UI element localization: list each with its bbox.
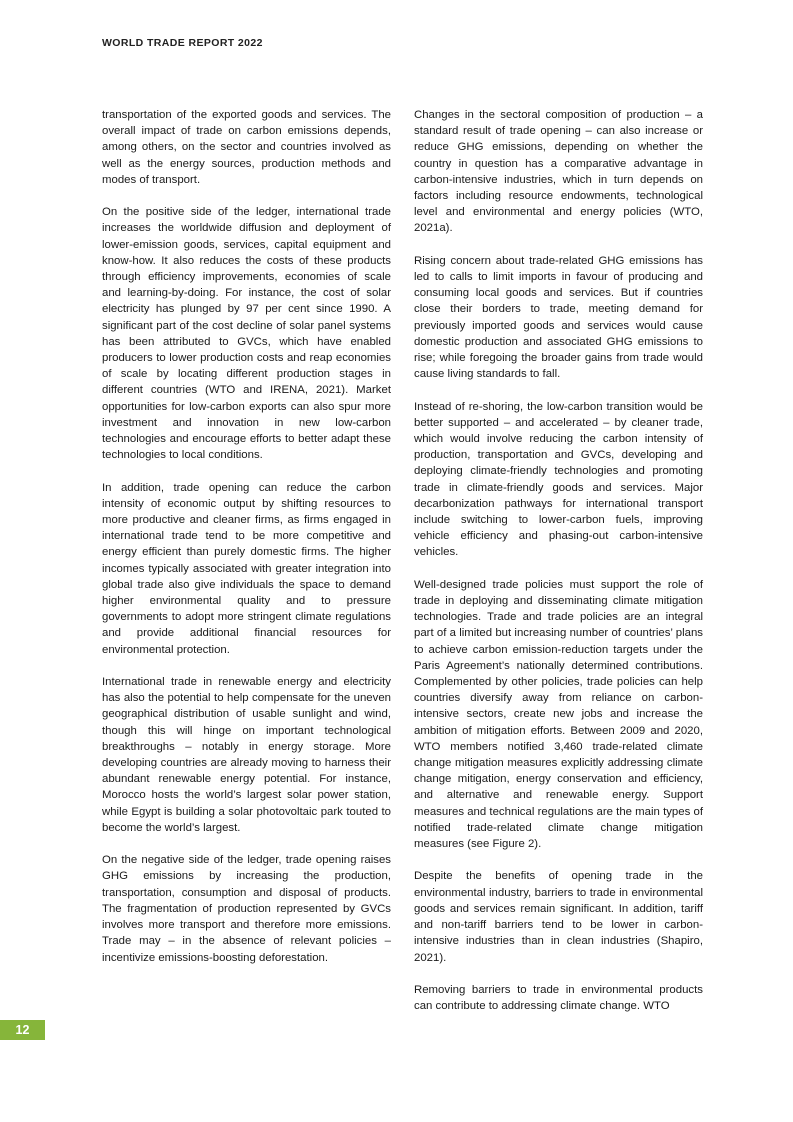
paragraph: Instead of re-shoring, the low-carbon transition would be better supported – and accelerated – by cleaner trade, which would involve reducing the carbon intensity of production, transportation and GVCs, developing and deploying climate-friendly technologies and promoting trade in climate-friendly goods and services. Major decarbonization pathways for international transport include switching to lower-carbon fuels, improving vehicle efficiency and phasing-out carbon-intensive vehicles.	[414, 400, 703, 559]
paragraph: On the negative side of the ledger, trade opening raises GHG emissions by increasing the production, transportation, consumption and disposal of products. The fragmentation of production represented by GVCs involves more transport and therefore more emissions. Trade may – in the absence of relevant policies – incentivize emissions-boosting deforestation.	[102, 854, 391, 964]
paragraph: transportation of the exported goods and services. The overall impact of trade on carbon emissions depends, among others, on the sector and countries involved as well as the energy sources, production methods and modes of transport.	[102, 109, 391, 186]
paragraph: Rising concern about trade-related GHG emissions has led to calls to limit imports in favour of producing and consuming local goods and services. But if countries close their borders to trade, meeting demand for previously imported goods and services would cause domestic production and associated GHG emissions to rise; while foregoing the broader gains from trade would cause living standards to fall.	[414, 254, 703, 381]
paragraph: Changes in the sectoral composition of production – a standard result of trade opening – can also increase or reduce GHG emissions, depending on whether the country in question has a comparative advantage in carbon-intensive industries, which in turn depends on factors including resource endowments, technological level and environmental and energy policies (WTO, 2021a).	[414, 109, 703, 235]
page-number-tab	[0, 1020, 45, 1040]
paragraph: On the positive side of the ledger, international trade increases the worldwide diffusion and deployment of lower-emission goods, services, capital equipment and know-how. It also reduces the costs of these products through efficiency improvements, economies of scale and learning-by-doing. For instance, the cost of solar electricity has plunged by 97 per cent since 1990. A significant part of the cost decline of solar panel systems has been attributed to GVCs, which have enabled producers to lower production costs and reap economies of scale by locating different production stages in different countries (WTO and IRENA, 2021). Market opportunities for low-carbon exports can also spur more investment and innovation in new low-carbon technologies and encourage efforts to better adapt these technologies to local conditions.	[102, 206, 391, 462]
paragraph: International trade in renewable energy and electricity has also the potential to help compensate for the uneven geographical distribution of usable sunlight and wind, though this will hinge on important technological breakthroughs – notably in energy storage. More developing countries are already moving to harness their abundant renewable energy potential. For instance, Morocco hosts the world’s largest solar power station, while Egypt is building a solar photovoltaic park touted to become the world’s largest.	[102, 676, 391, 834]
paragraph: Despite the benefits of opening trade in the environmental industry, barriers to trade in environmental goods and services remain significant. In addition, tariff and non-tariff barriers tend to be lower in carbon-intensive industries than in clean industries (Shapiro, 2021).	[414, 870, 703, 964]
paragraph: Removing barriers to trade in environmental products can contribute to addressing climate change. WTO	[414, 983, 703, 1013]
paragraph: Well-designed trade policies must support the role of trade in deploying and disseminating climate mitigation technologies. Trade and trade policies are an integral part of a limited but increasing number of countries’ plans to achieve carbon emission-reduction targets under the Paris Agreement’s nationally determined contributions. Complemented by other policies, trade policies can help countries diversify away from reliance on carbon-intensive sectors, create new jobs and increase the ambition of mitigation efforts. Between 2009 and 2020, WTO members notified 3,460 trade-related climate change mitigation measures explicitly addressing climate change mitigation, energy conservation and efficiency, and alternative and renewable energy. Support measures and technical regulations are the main types of notified trade-related climate change mitigation measures (see Figure 2).	[414, 578, 703, 851]
left-text-column	[102, 107, 391, 982]
paragraph: In addition, trade opening can reduce the carbon intensity of economic output by shifting resources to more productive and cleaner firms, as firms engaged in international trade tend to be more competitive and energy efficient than purely domestic firms. The higher incomes typically associated with greater integration into global trade also give individuals the space to demand higher environmental quality and to pressure governments to adopt more stringent climate regulations and provide additional financial resources for environmental protection.	[102, 481, 391, 656]
running-header: WORLD TRADE REPORT 2022	[102, 37, 263, 49]
page-number: 12	[15, 1023, 30, 1037]
right-text-column	[414, 107, 703, 1030]
